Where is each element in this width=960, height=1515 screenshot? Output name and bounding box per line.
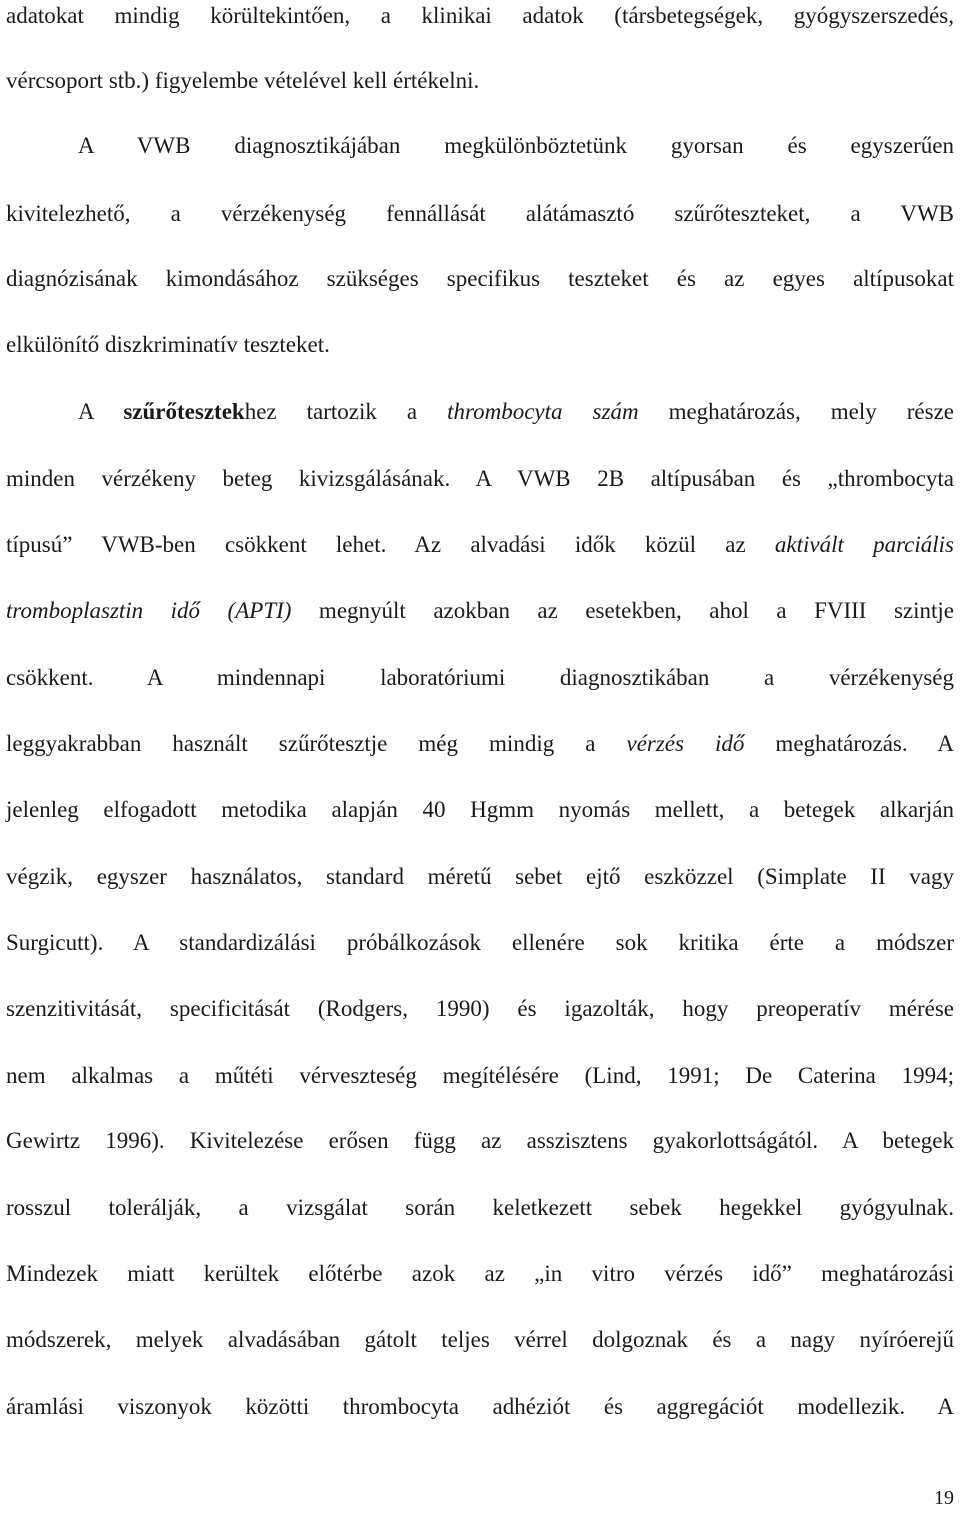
text-line [6,1320,954,1360]
text-line [6,259,954,299]
italic-term: thrombocyta szám [447,399,639,424]
text-segment: adatokat mindig körültekintően, a klinikai adatok (társbetegségek, gyógyszerszedés, [6,3,954,28]
text-line [6,1121,954,1161]
text-segment: meghatározás. A [744,731,954,756]
text-segment: végzik, egyszer használatos, standard méretű sebet ejtő eszközzel (Simplate II vagy [6,864,954,889]
text-line [6,194,954,234]
text-segment: nem alkalmas a műtéti vérveszteség megítélésére (Lind, 1991; De Caterina 1994; [6,1063,954,1088]
text-line [6,658,954,698]
text-segment: csökkent. A mindennapi laboratóriumi diagnosztikában a vérzékenység [6,665,954,690]
page-number: 19 [934,1487,954,1509]
text-line [6,525,954,565]
italic-term: tromboplasztin idő (APTI) [6,598,292,623]
text-segment: meghatározás, mely része [638,399,954,424]
text-line [6,724,954,764]
italic-term: vérzés idő [626,731,745,756]
italic-term: aktivált parciális [774,532,954,557]
text-segment: leggyakrabban használt szűrőtesztje még mindig a [6,731,627,756]
text-segment: szenzitivitását, specificitását (Rodgers, 1990) és igazolták, hogy preoperatív mérése [6,996,954,1021]
text-segment: hez tartozik a [244,399,448,424]
text-line [6,0,954,36]
text-segment: módszerek, melyek alvadásában gátolt teljes vérrel dolgoznak és a nagy nyíróerejű [6,1327,954,1352]
text-line [6,126,954,166]
text-line [6,923,954,963]
text-segment: diagnózisának kimondásához szükséges specifikus teszteket és az egyes altípusokat [6,266,954,291]
text-segment: kivitelezhető, a vérzékenység fennállását alátámasztó szűrőteszteket, a VWB [6,201,954,226]
bold-term: szűrőtesztek [123,399,245,424]
text-segment: elkülönítő diszkriminatív teszteket. [6,332,330,357]
text-segment: típusú” VWB-ben csökkent lehet. Az alvadási idők közül az [6,532,775,557]
text-segment: megnyúlt azokban az esetekben, ahol a FVIII szintje [291,598,954,623]
text-line [6,459,954,499]
text-line [6,392,954,432]
text-line [6,325,954,365]
text-segment: Surgicutt). A standardizálási próbálkozások ellenére sok kritika érte a módszer [6,930,954,955]
text-line [6,1254,954,1294]
text-line [6,591,954,631]
text-segment: A [78,399,124,424]
text-line [6,989,954,1029]
text-line [6,790,954,830]
text-segment: A VWB diagnosztikájában megkülönböztetünk gyorsan és egyszerűen [78,133,954,158]
text-line [6,857,954,897]
text-segment: Mindezek miatt kerültek előtérbe azok az „in vitro vérzés idő” meghatározási [6,1261,954,1286]
text-line [6,1387,954,1427]
text-segment: rosszul tolerálják, a vizsgálat során keletkezett sebek hegekkel gyógyulnak. [6,1195,954,1220]
text-segment: vércsoport stb.) figyelembe vételével kell értékelni. [6,68,480,93]
text-segment: Gewirtz 1996). Kivitelezése erősen függ az asszisztens gyakorlottságától. A betegek [6,1128,954,1153]
text-line [6,61,954,101]
text-segment: minden vérzékeny beteg kivizsgálásának. A VWB 2B altípusában és „thrombocyta [6,466,954,491]
text-segment: jelenleg elfogadott metodika alapján 40 Hgmm nyomás mellett, a betegek alkarján [6,797,954,822]
text-line [6,1188,954,1228]
text-segment: áramlási viszonyok közötti thrombocyta adhéziót és aggregációt modellezik. A [6,1394,954,1419]
text-line [6,1056,954,1096]
